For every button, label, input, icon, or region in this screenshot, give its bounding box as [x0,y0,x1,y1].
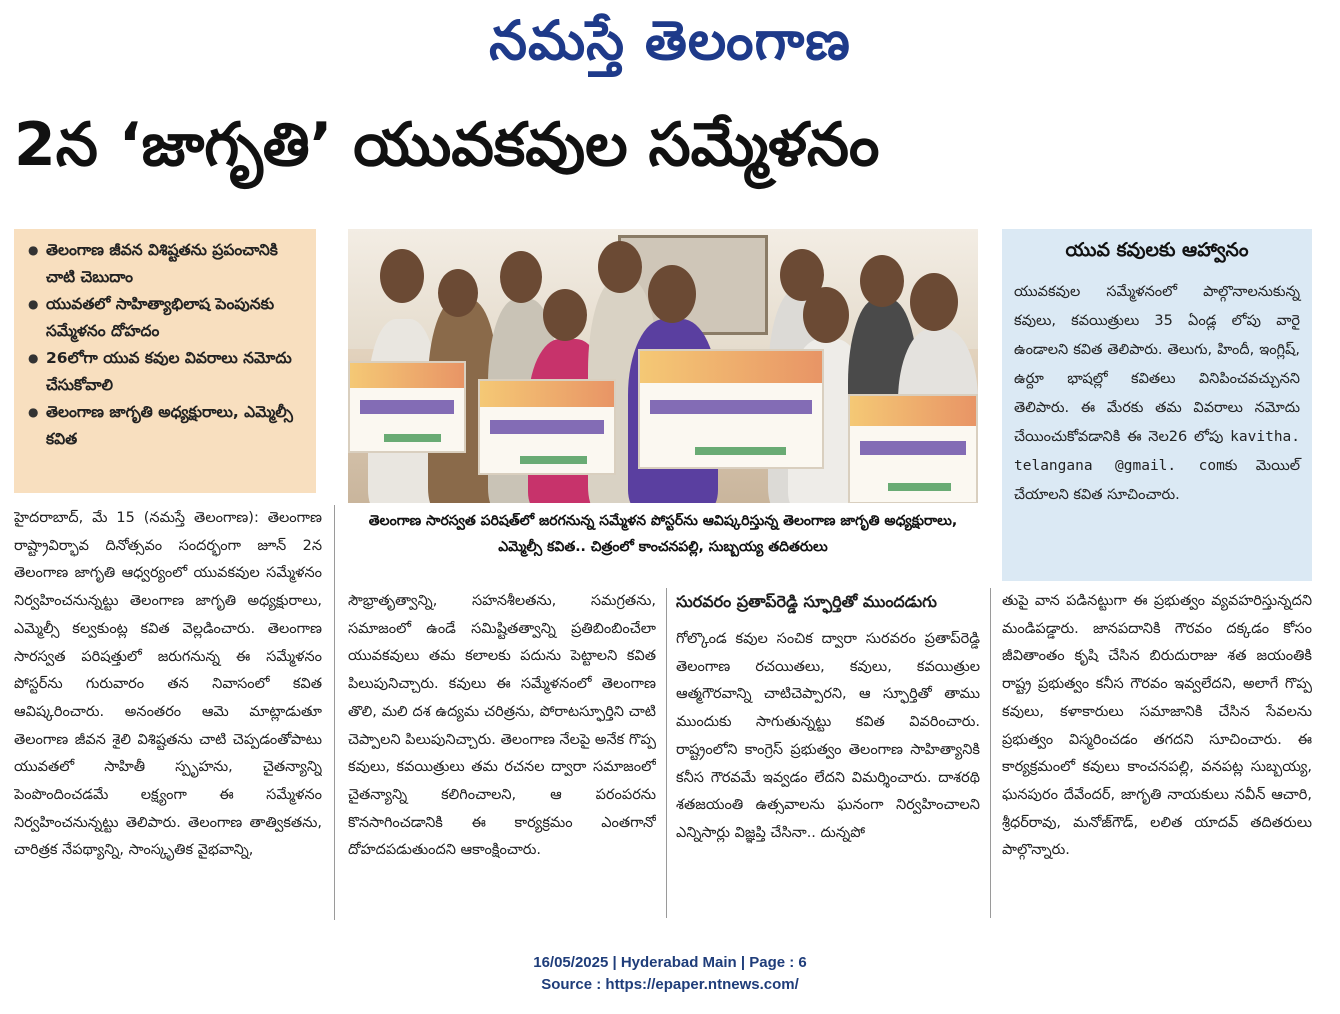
sidebar-body-end: కు మెయిల్‌ చేయాలని కవిత సూచించారు. [1014,458,1300,503]
photo-person-head [648,265,696,323]
newspaper-masthead: నమస్తే తెలంగాణ [489,8,851,72]
photo-person-head [543,289,587,341]
page-footer [0,952,1340,996]
photo-poster [848,394,978,503]
sidebar-box [1002,229,1312,581]
highlight-item: ● యువతలో సాహిత్యాభిలాష పెంపునకు సమ్మేళనం దోహదం [28,291,306,345]
sidebar-title: యువ కవులకు ఆహ్వానం [1065,239,1249,261]
sidebar-body [1014,278,1300,510]
photo-person-head [500,251,542,303]
article-column-4: తుపై వాన పడినట్టుగా ఈ ప్రభుత్వం వ్యవహరిస్తున్నదని మండిపడ్డారు. జానపదానికి గౌరవం దక్కడం కోసం జీవితాంతం కృషి చేసిన బిరుదురాజు శత జయంతికి రాష్ట్ర ప్రభుత్వం కనీస గౌరవం ఇవ్వలేదని, అలాగే గొప్ప కవులు, కళాకారులు సమాజానికి చేసిన సేవలను ప్రభుత్వం విస్మరించడం తగదని సూచించారు. ఈ కార్యక్రమంలో కవులు కాంచనపల్లి, వనపట్ల సుబ్బయ్య, ఘనపురం దేవేందర్‌, జాగృతి నాయకులు నవీన్‌ ఆచారి, శ్రీధర్‌రావు, మనోజ్‌గౌడ్‌, లలిత యాదవ్‌ తదితరులు పాల్గొన్నారు. [1002,593,1312,859]
sidebar-email: kavitha. telangana @gmail. com [1014,429,1301,474]
photo-poster [478,379,616,475]
photo-person-head [910,273,958,331]
photo-person-head [438,269,478,317]
photo-person-head [803,287,849,343]
column-divider [334,505,335,920]
highlight-item: ● తెలంగాణ జాగృతి అధ్యక్షురాలు, ఎమ్మెల్సీ కవిత [28,399,306,453]
event-photo [348,229,978,503]
photo-person-head [598,241,642,293]
photo-person-head [380,249,424,303]
photo-caption: తెలంగాణ సారస్వత పరిషత్‌లో జరగనున్న సమ్మేళన పోస్టర్‌ను ఆవిష్కరిస్తున్న తెలంగాణ జాగృతి అధ్యక్షురాలు, ఎమ్మెల్సీ కవిత.. చిత్రంలో కాంచనపల్లి, సుబ్బయ్య తదితరులు [368,513,958,555]
article-headline: 2న ‘జాగృతి’ యువకవుల సమ్మేళనం [14,110,880,180]
footer-source-line: Source : https://epaper.ntnews.com/ [541,976,799,993]
column-divider [666,588,667,918]
footer-date-line: 16/05/2025 | Hyderabad Main | Page : 6 [533,954,807,971]
highlight-item: ● 26లోగా యువ కవుల వివరాలు నమోదు చేసుకోవాలి [28,345,306,399]
sidebar-body-text: యువకవుల సమ్మేళనంలో పాల్గొనాలనుకున్న కవులు, కవయిత్రులు 35 ఏండ్ల లోపు వారై ఉండాలని కవిత తెలిపారు. తెలుగు, హిందీ, ఇంగ్లిష్‌, ఉర్దూ భాషల్లో కవితలు వినిపించవచ్చునని తెలిపారు. ఈ మేరకు తమ వివరాలు నమోదు చేయించుకోవడానికి ఈ నెల26 లోపు [1014,284,1300,445]
column-subheading: సురవరం ప్రతాప్‌రెడ్డి స్ఫూర్తితో ముందడుగు [676,592,937,611]
column-divider [990,588,991,918]
article-column-3 [676,588,980,918]
column-3-text: గోల్కొండ కవుల సంచిక ద్వారా సురవరం ప్రతాప్‌రెడ్డి తెలంగాణ రచయితలు, కవులు, కవయిత్రుల ఆత్మగౌరవాన్ని చాటిచెప్పారని, ఆ స్ఫూర్తితో తాము ముందుకు సాగుతున్నట్టు కవిత వివరించారు. రాష్ట్రంలోని కాంగ్రెస్‌ ప్రభుత్వం తెలంగాణ సాహిత్యానికి కనీస గౌరవమే ఇవ్వడం లేదని విమర్శించారు. దాశరథి శతజయంతి ఉత్సవాలను ఘనంగా నిర్వహించాలని ఎన్నిసార్లు విజ్ఞప్తి చేసినా.. దున్నపో [676,631,980,841]
photo-poster [638,349,824,469]
highlight-item: ● తెలంగాణ జీవన విశిష్టతను ప్రపంచానికి చాటి చెబుదాం [28,237,306,291]
article-column-1: హైదరాబాద్‌, మే 15 (నమస్తే తెలంగాణ): తెలంగాణ రాష్ట్రావిర్భావ దినోత్సవం సందర్భంగా జూన్‌ 2న తెలంగాణ జాగృతి ఆధ్వర్యంలో యువకవుల సమ్మేళనం నిర్వహించనున్నట్టు తెలంగాణ జాగృతి అధ్యక్షురాలు, ఎమ్మెల్సీ కల్వకుంట్ల కవిత వెల్లడించారు. తెలంగాణ సారస్వత పరిషత్తులో జరుగనున్న ఈ సమ్మేళనం పోస్టర్‌ను గురువారం తన నివాసంలో కవిత ఆవిష్కరించారు. అనంతరం ఆమె మాట్లాడుతూ తెలంగాణ జీవన శైలి విశిష్టతను చాటి చెప్పడంతోపాటు యువతలో సాహితీ స్పృహను, చైతన్యాన్ని పెంపొందించడమే లక్ష్యంగా ఈ సమ్మేళనం నిర్వహించనున్నట్టు తెలిపారు. తెలంగాణ తాత్వికతను, చారిత్రక నేపథ్యాన్ని, సాంస్కృతిక వైభవాన్ని, [14,510,322,859]
article-column-2: సౌభ్రాతృత్వాన్ని, సహనశీలతను, సమగ్రతను, సమాజంలో ఉండే సమిష్టితత్వాన్ని ప్రతిబింబించేలా యువకవులు తమ కలాలకు పదును పెట్టాలని కవిత పిలుపునిచ్చారు. కవులు ఈ సమ్మేళనంలో తెలంగాణ తొలి, మలి దశ ఉద్యమ చరిత్రను, పోరాటస్ఫూర్తిని చాటి చెప్పాలని పిలుపునిచ్చారు. తెలంగాణ నేలపై అనేక గొప్ప కవులు, కవయిత్రులు తమ రచనల ద్వారా సమాజంలో చైతన్యాన్ని కలిగించాలని, ఆ పరంపరను కొనసాగించడానికి ఈ కార్యక్రమం ఎంతగానో దోహదపడుతుందని ఆకాంక్షించారు. [348,593,656,859]
highlights-box [14,229,316,493]
photo-person-head [860,255,904,307]
photo-poster [348,361,466,453]
